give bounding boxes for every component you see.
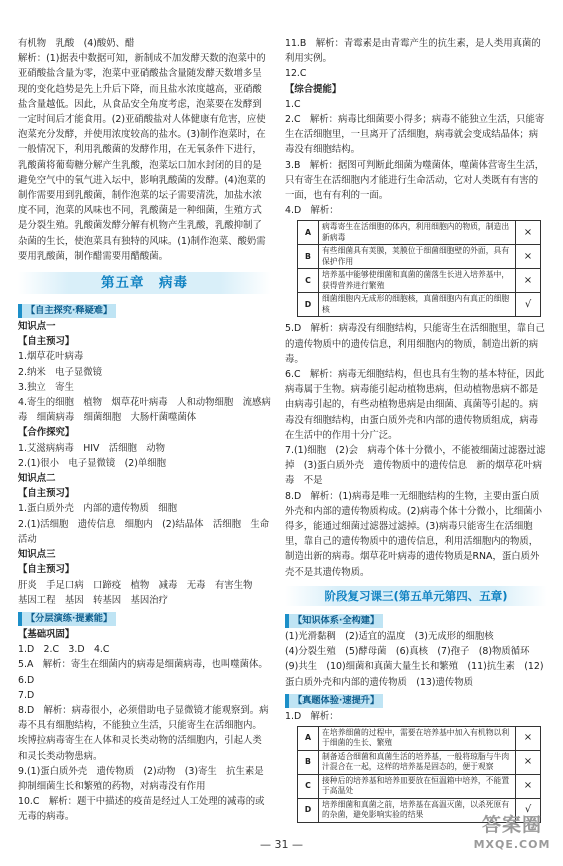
option-analysis: 制备适合细菌和真菌生活的培养基，一般将琼脂与牛肉汁混合在一起，这样的培养基是固态的，便于观察: [319, 750, 516, 774]
answer-line: 2.(1)很小 电子显微镜 (2)单细胞: [18, 457, 167, 469]
option-row: [298, 750, 541, 774]
chapter-answers: [18, 300, 271, 825]
subsection-label: 知识点一: [18, 321, 56, 333]
subsection-label: 【基础巩固】: [18, 628, 75, 640]
option-row: [298, 245, 541, 269]
section-header-banner: 【分层演练·提素能】: [18, 612, 116, 626]
answer-line: 2.C 解析：病毒比细菌要小得多；病毒不能独立生活，只能寄生在活细胞里，一旦离开了活细胞，病毒就会变成结晶体；病毒没有细胞结构。: [285, 114, 545, 156]
option-key: B: [298, 245, 319, 269]
answer-line: 2.(1)活细胞 遗传信息 细胞内 (2)结晶体 活细胞 生命活动: [18, 518, 270, 545]
section-header-knowledge: 【知识体系·全构建】: [285, 614, 383, 628]
option-key: B: [298, 750, 319, 774]
right-column: [285, 36, 547, 827]
option-analysis-table-2: [297, 726, 541, 823]
answer-line: 1.艾滋病病毒 HIV 活细胞 动物: [18, 442, 166, 454]
answer-line: 7.(1)细胞 (2)会 病毒个体十分微小，不能被细菌过滤器过滤掉 (3)蛋白质外壳 遗传物质中的遗传信息 新的烟草花叶病毒 不是: [285, 445, 546, 487]
subsection-label: 【自主预习】: [18, 336, 75, 348]
option-row: [298, 726, 541, 750]
answer-line: 3.B 解析：据图可判断此细菌为噬菌体，噬菌体营寄生生活，只有寄生在活细胞内才能进行生命活动，它对人类既有有害的一面，也有有利的一面。: [285, 159, 545, 202]
section-header-real-exam: 【真题体验·速提升】: [285, 694, 383, 708]
option-key: D: [298, 798, 319, 822]
verdict-mark: ×: [516, 269, 541, 293]
verdict-mark: ×: [516, 221, 541, 245]
stage-review-title: 阶段复习课三(第五单元第四、五章): [285, 586, 547, 606]
subsection-label: 【自主预习】: [18, 488, 75, 500]
option-key: D: [298, 293, 319, 317]
watermark-logo: [468, 812, 556, 862]
verdict-mark: √: [516, 293, 541, 317]
subsection-label: 【自主预习】: [18, 564, 75, 576]
section-header-banner: 【自主探究·释疑难】: [18, 304, 116, 318]
answer-line: 有机物 乳酸 (4)酸奶、醋: [18, 38, 135, 49]
verdict-mark: ×: [516, 774, 541, 798]
option-analysis-table-1: [297, 220, 541, 317]
answer-line: 肝炎 手足口病 口蹄疫 植物 减毒 无毒 有害生物 基因工程 基因 转基因 基因治疗: [18, 579, 262, 606]
answer-line: 3.独立 寄生: [18, 381, 74, 393]
answer-line: 8.D 解析：病毒很小，必须借助电子显微镜才能观察到。病毒不具有细胞结构，不能独立生活，只能寄生在活细胞内。埃博拉病毒寄生在人体和灵长类动物的活细胞内，引起人类和灵长类动物患病。: [18, 704, 269, 762]
answer-line: 1.蛋白质外壳 内部的遗传物质 细胞: [18, 503, 177, 515]
answer-line: 9.(1)蛋白质外壳 遗传物质 (2)动物 (3)寄生 抗生素是抑制细菌生长和繁殖的药物，对病毒没有作用: [18, 765, 264, 792]
explanation-paragraph: 解析：(1)据表中数据可知，新制成不加发酵天数的泡菜中的亚硝酸盐含量为零，泡菜中亚硝酸盐含量随发酵天数增多呈现的变化趋势是先上升后下降，而且盐水浓度越高，亚硝酸盐含量越低。因此，从食品安全角度考虑，泡菜要在发酵到一定时间后才能食用。(2)亚硝酸盐对人体健康有危害，应使泡菜充分发酵，并使用浓度较高的盐水。(3)制作泡菜时，在一般情况下，利用乳酸菌的发酵作用，在无氧条件下进行，乳酸菌将葡萄糖分解产生乳酸，泡菜坛口加水封闭的目的是避免空气中的氧气进入坛中，影响乳酸菌的发酵。(4)泡菜的制作需要用到乳酸菌，制作泡菜的坛子需要清洗，加盐水浓度不同，泡菜的风味也不同，乳酸菌是一种细菌，生殖方式是分裂生殖。乳酸菌发酵分解有机物产生乳酸，乳酸抑制了杂菌的生长，使泡菜具有独特的风味。(1)制作泡菜、酸奶需要用乳酸菌，制作醋需要用醋酸菌。: [18, 53, 266, 262]
answer-line: 10.C 解析：题干中描述的疫苗是经过人工处理的减毒的或无毒的病毒。: [18, 796, 265, 823]
option-analysis: 细菌细胞内无成形的细胞核，真菌细胞内有真正的细胞核: [319, 293, 516, 317]
option-row: [298, 774, 541, 798]
answer-line: 6.C 解析：病毒无细胞结构，但也具有生物的基本特征，因此病毒属于生物。病毒能引起动植物患病，但动植物患病不都是由病毒引起的，有些动植物患病是由细菌、真菌等引起的。病毒没有细胞结构，由蛋白质外壳和内部的遗传物质组成，病毒在生活中的作用十分广泛。: [285, 369, 545, 441]
option-analysis: 病毒寄生在活细胞的体内，利用细胞内的物质，制造出新病毒: [319, 221, 516, 245]
option-analysis: 在培养细菌的过程中，需要在培养基中加入有机物以利于细菌的生长、繁殖: [319, 726, 516, 750]
answer-line: 5.D 解析：病毒没有细胞结构，只能寄生在活细胞里，靠自己的遗传物质中的遗传信息，利用细胞内的物质，制造出新的病毒。: [285, 323, 545, 365]
option-row: [298, 269, 541, 293]
option-row: [298, 293, 541, 317]
answer-line: 8.D 解析：(1)病毒是唯一无细胞结构的生物，主要由蛋白质外壳和内部的遗传物质构成。(2)病毒个体十分微小，比细菌小得多，能通过细菌过滤器过滤掉。(3)病毒只能寄生在活细胞里，靠自己的遗传物质中的遗传信息，利用活细胞内的物质，制造出新的病毒。烟草花叶病毒的遗传物质是RNA，蛋白质外壳不是其遗传物质。: [285, 490, 543, 578]
watermark-text: 答案圈: [481, 814, 542, 836]
option-key: A: [298, 726, 319, 750]
option-key: C: [298, 269, 319, 293]
answer-line: 6.D: [18, 674, 35, 686]
answer-line: 12.C: [285, 68, 307, 80]
verdict-mark: √: [516, 798, 541, 822]
verdict-mark: ×: [516, 245, 541, 269]
answer-line: 4.D 解析：: [285, 205, 339, 217]
answer-line: 1.D 解析：: [285, 710, 339, 722]
left-column: [18, 36, 271, 825]
verdict-mark: ×: [516, 726, 541, 750]
option-analysis: 培养基中能够使细菌和真菌的菌落生长进入培养基中，获得营养进行繁殖: [319, 269, 516, 293]
answer-line: 4.寄生的细胞 植物 烟草花叶病毒 人和动物细胞 流感病毒 细菌病毒 细菌细胞 大肠杆菌噬菌体: [18, 397, 271, 424]
option-row: [298, 221, 541, 245]
subsection-label: 【合作探究】: [18, 427, 75, 439]
chapter-title: 第五章 病毒: [18, 272, 271, 294]
answer-line: 1.C: [285, 98, 301, 110]
option-analysis: 培养细菌和真菌之前，培养基在高温灭菌，以杀死原有的杂菌，避免影响实验的结果: [319, 798, 516, 822]
option-analysis: 有些细菌具有荚膜，荚膜位于细菌细胞壁的外面，具有保护作用: [319, 245, 516, 269]
answer-line: 1.烟草花叶病毒: [18, 351, 84, 363]
answer-line: 7.D: [18, 689, 35, 701]
option-key: C: [298, 774, 319, 798]
answer-line: 2.纳米 电子显微镜: [18, 366, 102, 378]
watermark-url: MXQE.COM: [473, 838, 551, 851]
answer-line: 1.D 2.C 3.D 4.C: [18, 644, 110, 656]
page-number: — 31 —: [260, 838, 303, 851]
option-key: A: [298, 221, 319, 245]
answer-line: 11.B 解析：青霉素是由青霉产生的抗生素，是人类用真菌的利用实例。: [285, 38, 541, 65]
subsection-label: 知识点二: [18, 473, 56, 485]
answer-line: 5.A 解析：寄生在细菌内的病毒是细菌病毒，也叫噬菌体。: [18, 659, 268, 671]
option-analysis: 接种后的培养基和培养皿要放在恒温箱中培养，不能置于高温处: [319, 774, 516, 798]
answer-line: (1)光滑黏稠 (2)适宜的温度 (3)无成形的细胞核: [285, 630, 494, 642]
verdict-mark: ×: [516, 750, 541, 774]
answer-line: (4)分裂生殖 (5)酵母菌 (6)真核 (7)孢子 (8)物质循环 (9)共生 (10)细菌和真菌大量生长和繁殖 (11)抗生素 (12)蛋白质外壳和内部的遗传物质 (13)遗传物质: [285, 646, 544, 688]
subsection-label: 知识点三: [18, 549, 56, 561]
section-header-comprehensive: 【综合提能】: [285, 83, 342, 95]
